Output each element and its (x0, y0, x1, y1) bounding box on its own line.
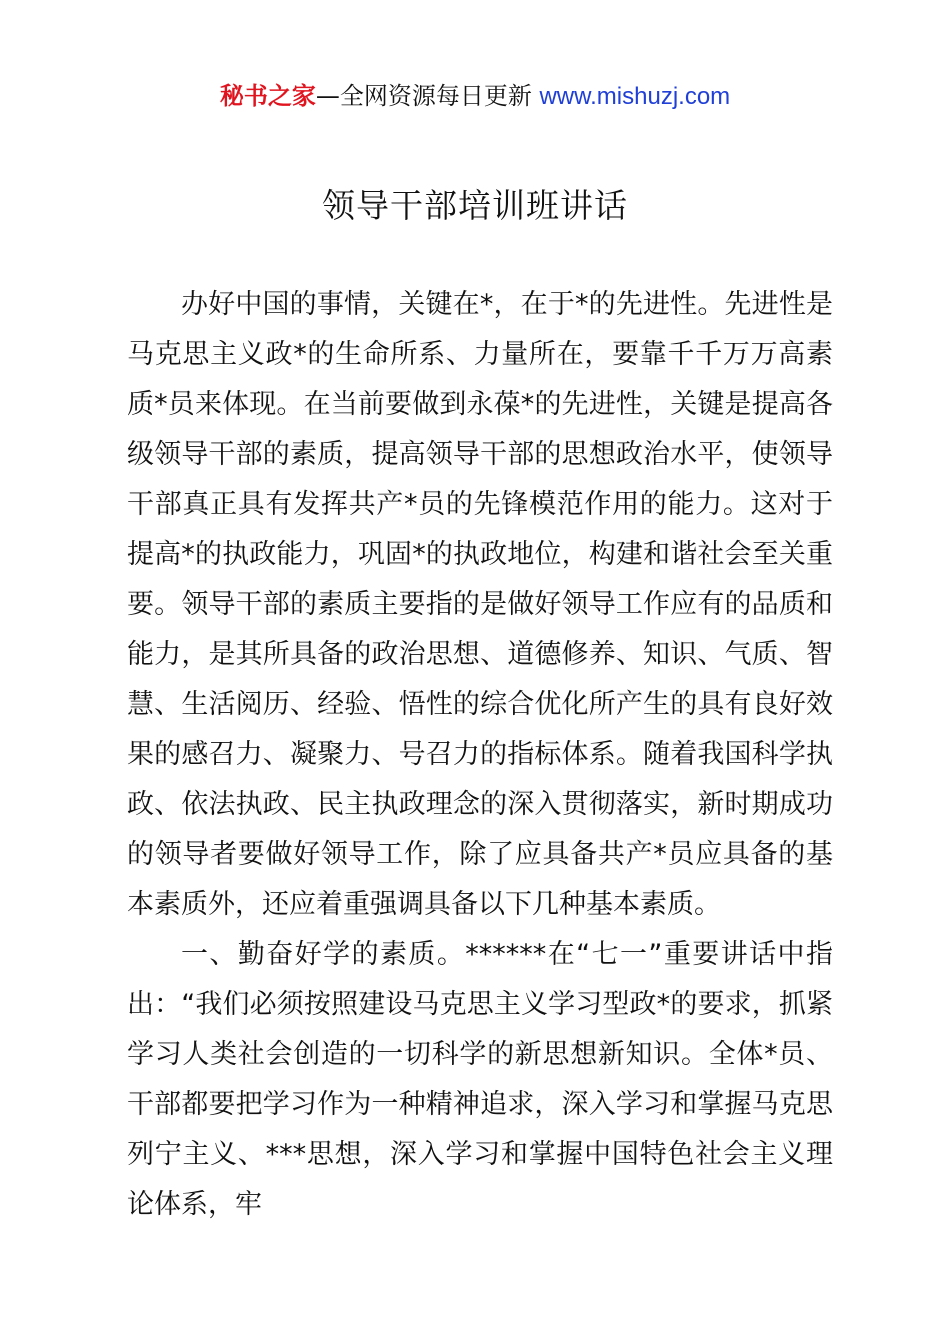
site-brand: 秘书之家 (219, 82, 316, 110)
paragraph-section-1: 一、勤奋好学的素质。******在“七一”重要讲话中指出：“我们必须按照建设马克思主义学习型政*的要求，抓紧学习人类社会创造的一切科学的新思想新知识。全体*员、干部都要把学习作为一种精神追求，深入学习和掌握马克思列宁主义、***思想，深入学习和掌握中国特色社会主义理论体系，牢 (127, 939, 833, 1220)
site-url-link[interactable]: www.mishuzj.com (539, 83, 731, 110)
site-header (0, 80, 950, 113)
document-title: 领导干部培训班讲话 (322, 186, 628, 225)
document-body (127, 280, 833, 1230)
site-tagline: —全网资源每日更新 (315, 82, 540, 110)
paragraph-intro: 办好中国的事情，关键在*，在于*的先进性。先进性是马克思主义政*的生命所系、力量所在，要靠千千万万高素质*员来体现。在当前要做到永葆*的先进性，关键是提高各级领导干部的素质，提高领导干部的思想政治水平，使领导干部真正具有发挥共产*员的先锋模范作用的能力。这对于提高*的执政能力，巩固*的执政地位，构建和谐社会至关重要。领导干部的素质主要指的是做好领导工作应有的品质和能力，是其所具备的政治思想、道德修养、知识、气质、智慧、生活阅历、经验、悟性的综合优化所产生的具有良好效果的感召力、凝聚力、号召力的指标体系。随着我国科学执政、依法执政、民主执政理念的深入贯彻落实，新时期成功的领导者要做好领导工作，除了应具备共产*员应具备的基本素质外，还应着重强调具备以下几种基本素质。 (127, 289, 833, 920)
